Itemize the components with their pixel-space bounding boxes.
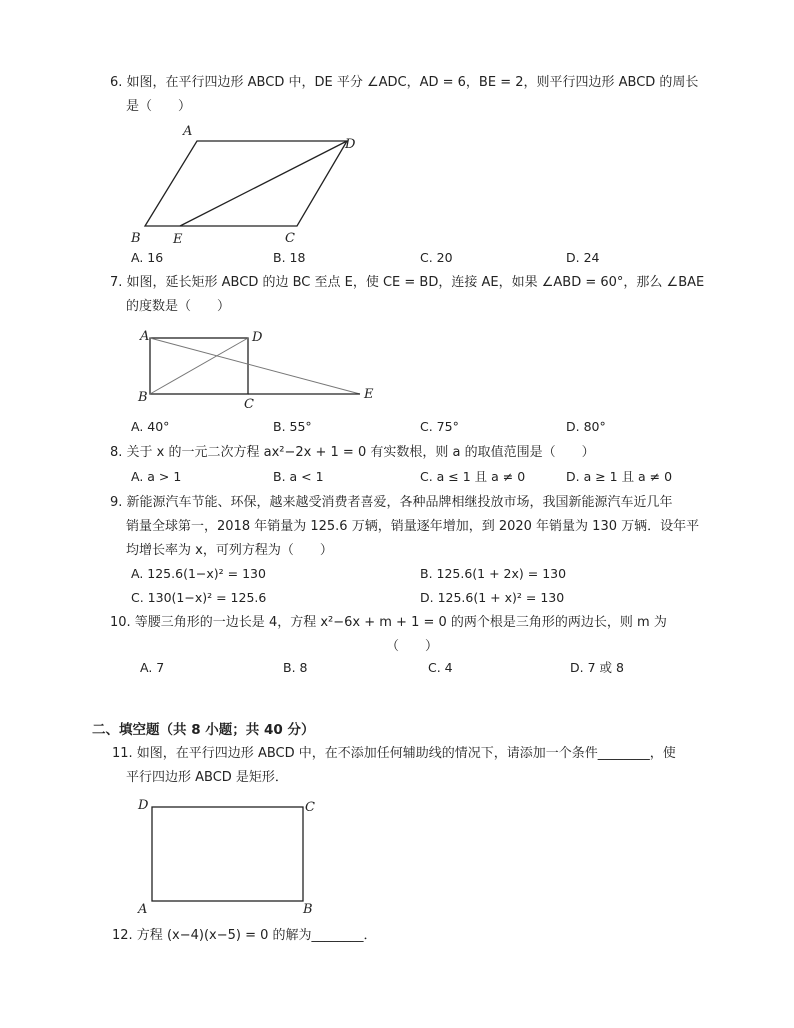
q8-option-d: D. a ≥ 1 且 a ≠ 0: [566, 469, 673, 484]
q6-line1: 6. 如图，在平行四边形 ABCD 中，DE 平分 ∠ADC，AD = 6，BE = 2，则平行四边形 ABCD 的周长: [110, 75, 699, 90]
q7-label-b: B: [138, 390, 148, 405]
q8-option-a: A. a > 1: [131, 469, 182, 484]
q10-option-d: D. 7 或 8: [570, 660, 624, 675]
q10-line2: （ ）: [386, 639, 439, 654]
q6-option-c: C. 20: [420, 250, 453, 265]
q6-parallelogram-figure: [125, 120, 375, 250]
q11-rectangle-figure: [132, 793, 332, 918]
q6-option-b: B. 18: [273, 250, 306, 265]
q6-label-e: E: [173, 232, 183, 247]
q9-line3: 均增长率为 x，可列方程为（ ）: [126, 543, 333, 558]
q12-line1: 12. 方程 (x−4)(x−5) = 0 的解为________．: [112, 928, 377, 943]
q7-label-d: D: [252, 330, 263, 345]
q11-label-c: C: [305, 800, 315, 815]
q9-option-b: B. 125.6(1 + 2x) = 130: [420, 566, 567, 581]
q7-label-e: E: [364, 387, 374, 402]
q7-label-c: C: [244, 397, 254, 412]
q10-line1: 10. 等腰三角形的一边长是 4，方程 x²−6x + m + 1 = 0 的两个根是三角形的两边长，则 m 为: [110, 615, 667, 630]
q7-option-a: A. 40°: [131, 419, 170, 434]
q10-option-c: C. 4: [428, 660, 453, 675]
q6-label-a: A: [183, 124, 193, 139]
q9-option-c: C. 130(1−x)² = 125.6: [131, 590, 267, 605]
q7-rectangle-figure: [130, 325, 390, 415]
q9-option-a: A. 125.6(1−x)² = 130: [131, 566, 266, 581]
q6-option-d: D. 24: [566, 250, 600, 265]
q7-line2: 的度数是（ ）: [126, 299, 231, 314]
section-title: 二、填空题（共 8 小题；共 40 分）: [92, 722, 315, 738]
q11-label-d: D: [138, 798, 149, 813]
q8-option-b: B. a < 1: [273, 469, 324, 484]
q6-label-d: D: [345, 137, 356, 152]
q9-line2: 销量全球第一，2018 年销量为 125.6 万辆，销量逐年增加，到 2020 年销量为 130 万辆．设年平: [126, 519, 700, 534]
q6-line2: 是（ ）: [126, 99, 192, 114]
q9-line1: 9. 新能源汽车节能、环保，越来越受消费者喜爱，各种品牌相继投放市场，我国新能源汽车近几年: [110, 495, 673, 510]
q10-option-b: B. 8: [283, 660, 308, 675]
q6-label-b: B: [131, 231, 141, 246]
q6-label-c: C: [285, 231, 295, 246]
q11-line2: 平行四边形 ABCD 是矩形．: [126, 770, 288, 785]
q7-option-d: D. 80°: [566, 419, 606, 434]
q7-option-b: B. 55°: [273, 419, 312, 434]
q8-line1: 8. 关于 x 的一元二次方程 ax²−2x + 1 = 0 有实数根，则 a 的取值范围是（ ）: [110, 445, 595, 460]
q7-line1: 7. 如图，延长矩形 ABCD 的边 BC 至点 E，使 CE = BD，连接 AE，如果 ∠ABD = 60°，那么 ∠BAE: [110, 275, 705, 290]
q11-label-a: A: [138, 902, 148, 917]
q8-option-c: C. a ≤ 1 且 a ≠ 0: [420, 469, 526, 484]
q7-label-a: A: [140, 329, 150, 344]
q9-option-d: D. 125.6(1 + x)² = 130: [420, 590, 565, 605]
q10-option-a: A. 7: [140, 660, 165, 675]
q6-option-a: A. 16: [131, 250, 164, 265]
q11-line1: 11. 如图，在平行四边形 ABCD 中，在不添加任何辅助线的情况下，请添加一个条件________，使: [112, 746, 676, 761]
q7-option-c: C. 75°: [420, 419, 459, 434]
q11-label-b: B: [303, 902, 313, 917]
